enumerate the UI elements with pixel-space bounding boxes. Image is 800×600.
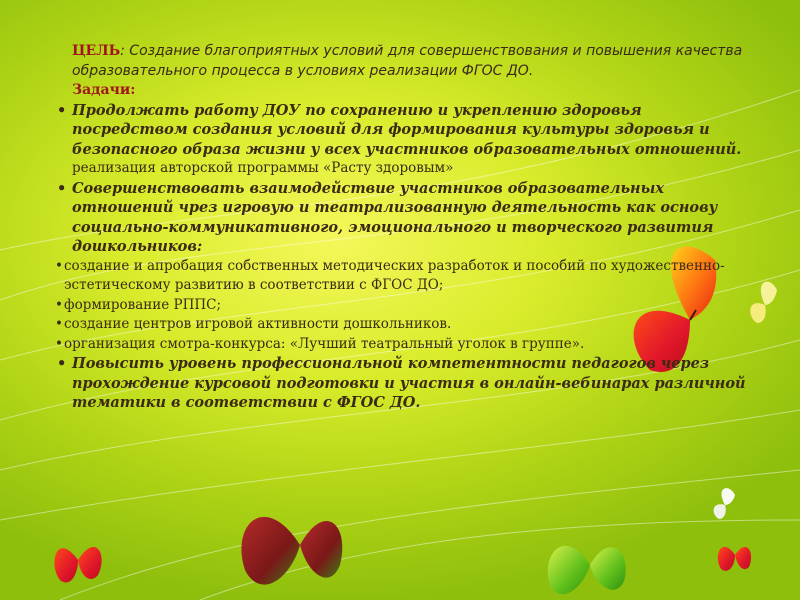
bullet: • <box>57 101 67 119</box>
butterfly-red-left <box>54 547 101 582</box>
slide-content <box>52 42 752 413</box>
goal-text: : Создание благоприятных условий для совершенствования и повышения качества образовательного процесса в условиях реализации ФГОС ДО. <box>72 43 743 79</box>
bullet: • <box>55 316 63 332</box>
bullet: • <box>55 335 63 352</box>
subtask-item <box>52 315 752 335</box>
subtask-item <box>52 296 752 316</box>
goal-paragraph <box>52 42 752 81</box>
goal-label: ЦЕЛЬ <box>72 43 121 59</box>
bullet: • <box>57 355 67 372</box>
butterfly-yellow-small <box>750 282 777 323</box>
butterfly-white <box>714 488 735 519</box>
subtask-text: формирование РППС; <box>64 296 222 313</box>
subtask-text: создание центров игровой активности дошкольников. <box>64 316 452 332</box>
program-line: реализация авторской программы «Расту здоровым» <box>72 160 454 176</box>
butterfly-red-small <box>718 547 751 571</box>
butterfly-green <box>548 546 626 595</box>
task-item <box>52 354 752 413</box>
task-item <box>52 101 752 160</box>
butterfly-maroon <box>241 517 342 585</box>
task-text: Продолжать работу ДОУ по сохранению и укреплению здоровья посредством создания условий для формирования культуры здоровья и безопасного образа жизни у всех участников образовательных отношений. <box>72 101 742 158</box>
task-item <box>52 179 752 257</box>
subtask-text: организация смотра-конкурса: «Лучший театральный уголок в группе». <box>64 335 585 352</box>
subtask-text: создание и апробация собственных методических разработок и пособий по художественно-эстетическому развитию в соответствии с ФГОС ДО; <box>64 257 725 293</box>
bullet: • <box>57 179 67 197</box>
tasks-heading: Задачи: <box>72 82 136 98</box>
subtask-item <box>52 335 752 355</box>
task-text: Повысить уровень профессиональной компетентности педагогов через прохождение курсовой подготовки и участия в онлайн-вебинарах различной тематики в соответствии с ФГОС ДО. <box>72 355 746 411</box>
task-text: Совершенствовать взаимодействие участников образовательных отношений чрез игровую и театрализованную деятельность как основу социально-коммуникативного, эмоционального и творческого развития дошкольников: <box>72 179 718 255</box>
bullet: • <box>55 257 63 274</box>
subtask-item <box>52 257 752 296</box>
bullet: • <box>55 296 63 313</box>
